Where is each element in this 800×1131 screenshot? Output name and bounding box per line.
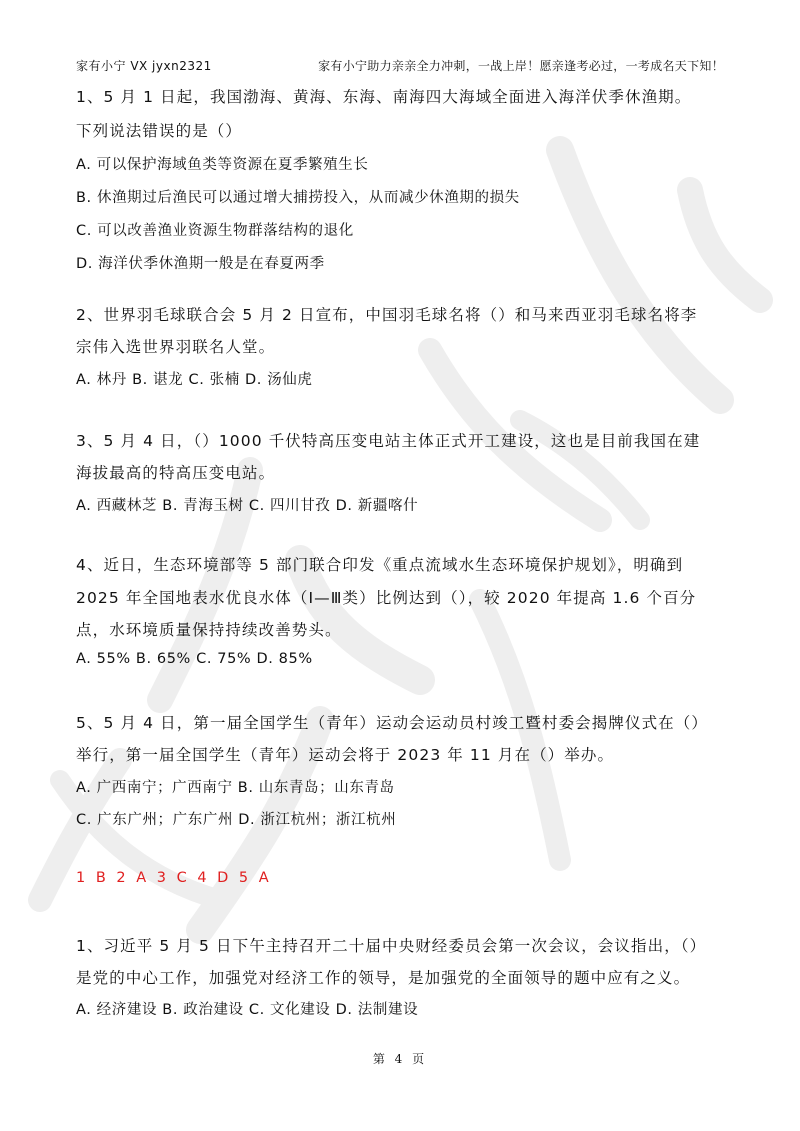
header-right-slogan: 家有小宁助力亲亲全力冲刺，一战上岸！愿亲逢考必过，一考成名天下知！ (318, 59, 724, 73)
set2-question-1-line-2: 是党的中心工作，加强党对经济工作的领导，是加强党的全面领导的题中应有之义。 (76, 969, 691, 987)
question-3-options: A. 西藏林芝 B. 青海玉树 C. 四川甘孜 D. 新疆喀什 (76, 498, 419, 514)
question-5-line-1: 5、5 月 4 日，第一届全国学生（青年）运动会运动员村竣工暨村委会揭牌仪式在（） (76, 714, 708, 732)
question-4-line-1: 4、近日，生态环境部等 5 部门联合印发《重点流域水生态环境保护规划》，明确到 (76, 556, 684, 574)
page-number: 第 4 页 (372, 1052, 428, 1066)
question-1-line-2: 下列说法错误的是（） (76, 122, 243, 140)
question-4-line-2: 2025 年全国地表水优良水体（Ⅰ—Ⅲ类）比例达到（），较 2020 年提高 1.6 个百分 (76, 589, 697, 607)
question-2-line-2: 宗伟入选世界羽联名人堂。 (76, 338, 276, 356)
answer-key: 1 B 2 A 3 C 4 D 5 A (76, 870, 272, 886)
question-1-option-b: B. 休渔期过后渔民可以通过增大捕捞投入，从而减少休渔期的损失 (76, 190, 520, 206)
set2-question-1-options: A. 经济建设 B. 政治建设 C. 文化建设 D. 法制建设 (76, 1002, 419, 1018)
question-5-options-cd: C. 广东广州；广东广州 D. 浙江杭州；浙江杭州 (76, 812, 397, 828)
question-3-line-1: 3、5 月 4 日，（）1000 千伏特高压变电站主体正式开工建设，这也是目前我国在建 (76, 432, 701, 450)
question-1-option-c: C. 可以改善渔业资源生物群落结构的退化 (76, 223, 354, 239)
header-left-text: 家有小宁 VX jyxn2321 (76, 59, 212, 73)
question-2-line-1: 2、世界羽毛球联合会 5 月 2 日宣布，中国羽毛球名将（）和马来西亚羽毛球名将李 (76, 306, 698, 324)
question-4-options: A. 55% B. 65% C. 75% D. 85% (76, 651, 313, 667)
question-5-line-2: 举行，第一届全国学生（青年）运动会将于 2023 年 11 月在（）举办。 (76, 746, 615, 764)
question-5-options-ab: A. 广西南宁；广西南宁 B. 山东青岛；山东青岛 (76, 780, 395, 796)
question-4-line-3: 点，水环境质量保持持续改善势头。 (76, 621, 342, 639)
question-3-line-2: 海拔最高的特高压变电站。 (76, 464, 276, 482)
question-2-options: A. 林丹 B. 谌龙 C. 张楠 D. 汤仙虎 (76, 372, 313, 388)
question-1-line-1: 1、5 月 1 日起，我国渤海、黄海、东海、南海四大海域全面进入海洋伏季休渔期。 (76, 88, 692, 106)
set2-question-1-line-1: 1、习近平 5 月 5 日下午主持召开二十届中央财经委员会第一次会议，会议指出，（） (76, 937, 707, 955)
question-1-option-a: A. 可以保护海域鱼类等资源在夏季繁殖生长 (76, 157, 369, 173)
question-1-option-d: D. 海洋伏季休渔期一般是在春夏两季 (76, 256, 325, 272)
